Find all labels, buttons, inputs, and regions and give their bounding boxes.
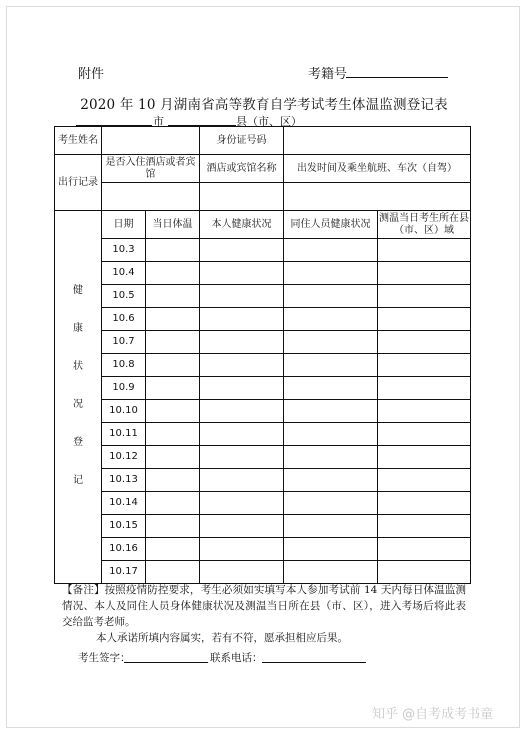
self-health-cell[interactable] [200,308,284,331]
location-cell[interactable] [378,308,471,331]
id-label: 身份证号码 [200,127,284,155]
temperature-cell[interactable] [146,331,200,354]
promise-statement: 本人承诺所填内容属实，若有不符，愿承担相应后果。 [96,632,348,644]
cohabitant-health-cell[interactable] [284,446,378,469]
date-cell: 10.10 [102,400,146,423]
temperature-cell[interactable] [146,308,200,331]
table-row [55,469,471,492]
self-health-cell[interactable] [200,561,284,584]
table-row [55,285,471,308]
temperature-cell[interactable] [146,400,200,423]
date-cell: 10.6 [102,308,146,331]
location-cell[interactable] [378,515,471,538]
location-cell[interactable] [378,331,471,354]
table-row [55,492,471,515]
temperature-cell[interactable] [146,239,200,262]
cohabitant-health-cell[interactable] [284,469,378,492]
temperature-cell[interactable] [146,492,200,515]
date-cell: 10.9 [102,377,146,400]
temperature-cell[interactable] [146,423,200,446]
column-location: 测温当日考生所在县（市、区）域 [378,211,471,239]
signature-blank[interactable] [124,662,208,663]
table-row [55,239,471,262]
table-row [55,515,471,538]
date-cell: 10.13 [102,469,146,492]
watermark: 知乎 @自考成考书童 [372,707,494,722]
table-row [55,400,471,423]
date-cell: 10.15 [102,515,146,538]
date-cell: 10.4 [102,262,146,285]
travel-label: 出行记录 [55,155,102,211]
self-health-cell[interactable] [200,400,284,423]
column-cohabitant-health: 同住人员健康状况 [284,211,378,239]
county-suffix: 县（市、区） [236,115,302,128]
self-health-cell[interactable] [200,469,284,492]
table-row [55,561,471,584]
travel-header-row [55,155,471,183]
cohabitant-health-cell[interactable] [284,561,378,584]
column-temperature: 当日体温 [146,211,200,239]
cohabitant-health-cell[interactable] [284,239,378,262]
temperature-cell[interactable] [146,377,200,400]
departure-label: 出发时间及乘坐航班、车次（自驾） [284,155,471,183]
cohabitant-health-cell[interactable] [284,308,378,331]
cohabitant-health-cell[interactable] [284,377,378,400]
hotel-name-cell[interactable] [200,183,284,211]
cohabitant-health-cell[interactable] [284,515,378,538]
exam-number-label: 考籍号 [308,67,348,82]
self-health-cell[interactable] [200,492,284,515]
self-health-cell[interactable] [200,377,284,400]
self-health-cell[interactable] [200,446,284,469]
cohabitant-health-cell[interactable] [284,492,378,515]
table-row [55,308,471,331]
location-cell[interactable] [378,239,471,262]
location-cell[interactable] [378,354,471,377]
remarks-note: 【备注】按照疫情防控要求，考生必须如实填写本人参加考试前 14 天内每日体温监测情况、本人及同住人员身体健康状况及测温当日所在县（市、区），进入考场后将此表交给监考老师。 [62,584,466,628]
table-row [55,538,471,561]
cohabitant-health-cell[interactable] [284,262,378,285]
date-cell: 10.7 [102,331,146,354]
table-row [55,262,471,285]
health-section-label: 健 康 状 况 登 记 [55,211,102,584]
date-cell: 10.17 [102,561,146,584]
location-cell[interactable] [378,446,471,469]
phone-blank[interactable] [262,662,366,663]
departure-cell[interactable] [284,183,471,211]
column-self-health: 本人健康状况 [200,211,284,239]
self-health-cell[interactable] [200,538,284,561]
self-health-cell[interactable] [200,515,284,538]
date-cell: 10.3 [102,239,146,262]
cohabitant-health-cell[interactable] [284,538,378,561]
date-cell: 10.8 [102,354,146,377]
form-title: 2020 年 10 月湖南省高等教育自学考试考生体温监测登记表 [80,97,448,113]
date-cell: 10.11 [102,423,146,446]
date-cell: 10.14 [102,492,146,515]
self-health-cell[interactable] [200,262,284,285]
cohabitant-health-cell[interactable] [284,354,378,377]
table-row [55,446,471,469]
location-cell[interactable] [378,400,471,423]
signature-label: 考生签字： [78,652,131,664]
hotel-name-label: 酒店或宾馆名称 [200,155,284,183]
temperature-cell[interactable] [146,285,200,308]
location-cell[interactable] [378,538,471,561]
name-label: 考生姓名 [55,127,102,155]
location-cell[interactable] [378,492,471,515]
table-row [55,423,471,446]
location-cell[interactable] [378,377,471,400]
location-cell[interactable] [378,469,471,492]
id-cell[interactable] [284,127,471,155]
temperature-cell[interactable] [146,515,200,538]
exam-number-blank[interactable] [346,77,448,78]
date-cell: 10.5 [102,285,146,308]
cohabitant-health-cell[interactable] [284,400,378,423]
self-health-cell[interactable] [200,239,284,262]
self-health-cell[interactable] [200,285,284,308]
temperature-cell[interactable] [146,262,200,285]
self-health-cell[interactable] [200,423,284,446]
location-cell[interactable] [378,423,471,446]
table-row [55,331,471,354]
name-row [55,127,471,155]
location-cell[interactable] [378,262,471,285]
date-cell: 10.12 [102,446,146,469]
attachment-label: 附件 [78,67,105,82]
temperature-form-table [54,126,471,584]
table-row [55,354,471,377]
health-header-row [55,211,471,239]
temperature-cell[interactable] [146,469,200,492]
cohabitant-health-cell[interactable] [284,331,378,354]
temperature-cell[interactable] [146,354,200,377]
name-cell[interactable] [102,127,200,155]
date-cell: 10.16 [102,538,146,561]
self-health-cell[interactable] [200,331,284,354]
cohabitant-health-cell[interactable] [284,423,378,446]
phone-label: 联系电话： [210,652,263,664]
cohabitant-health-cell[interactable] [284,285,378,308]
city-suffix: 市 [153,115,164,128]
location-cell[interactable] [378,285,471,308]
hotel-question-label: 是否入住酒店或者宾馆 [102,155,200,183]
table-row [55,377,471,400]
temperature-cell[interactable] [146,446,200,469]
self-health-cell[interactable] [200,354,284,377]
temperature-cell[interactable] [146,561,200,584]
location-cell[interactable] [378,561,471,584]
column-date: 日期 [102,211,146,239]
travel-input-row [55,183,471,211]
temperature-cell[interactable] [146,538,200,561]
hotel-question-cell[interactable] [102,183,200,211]
